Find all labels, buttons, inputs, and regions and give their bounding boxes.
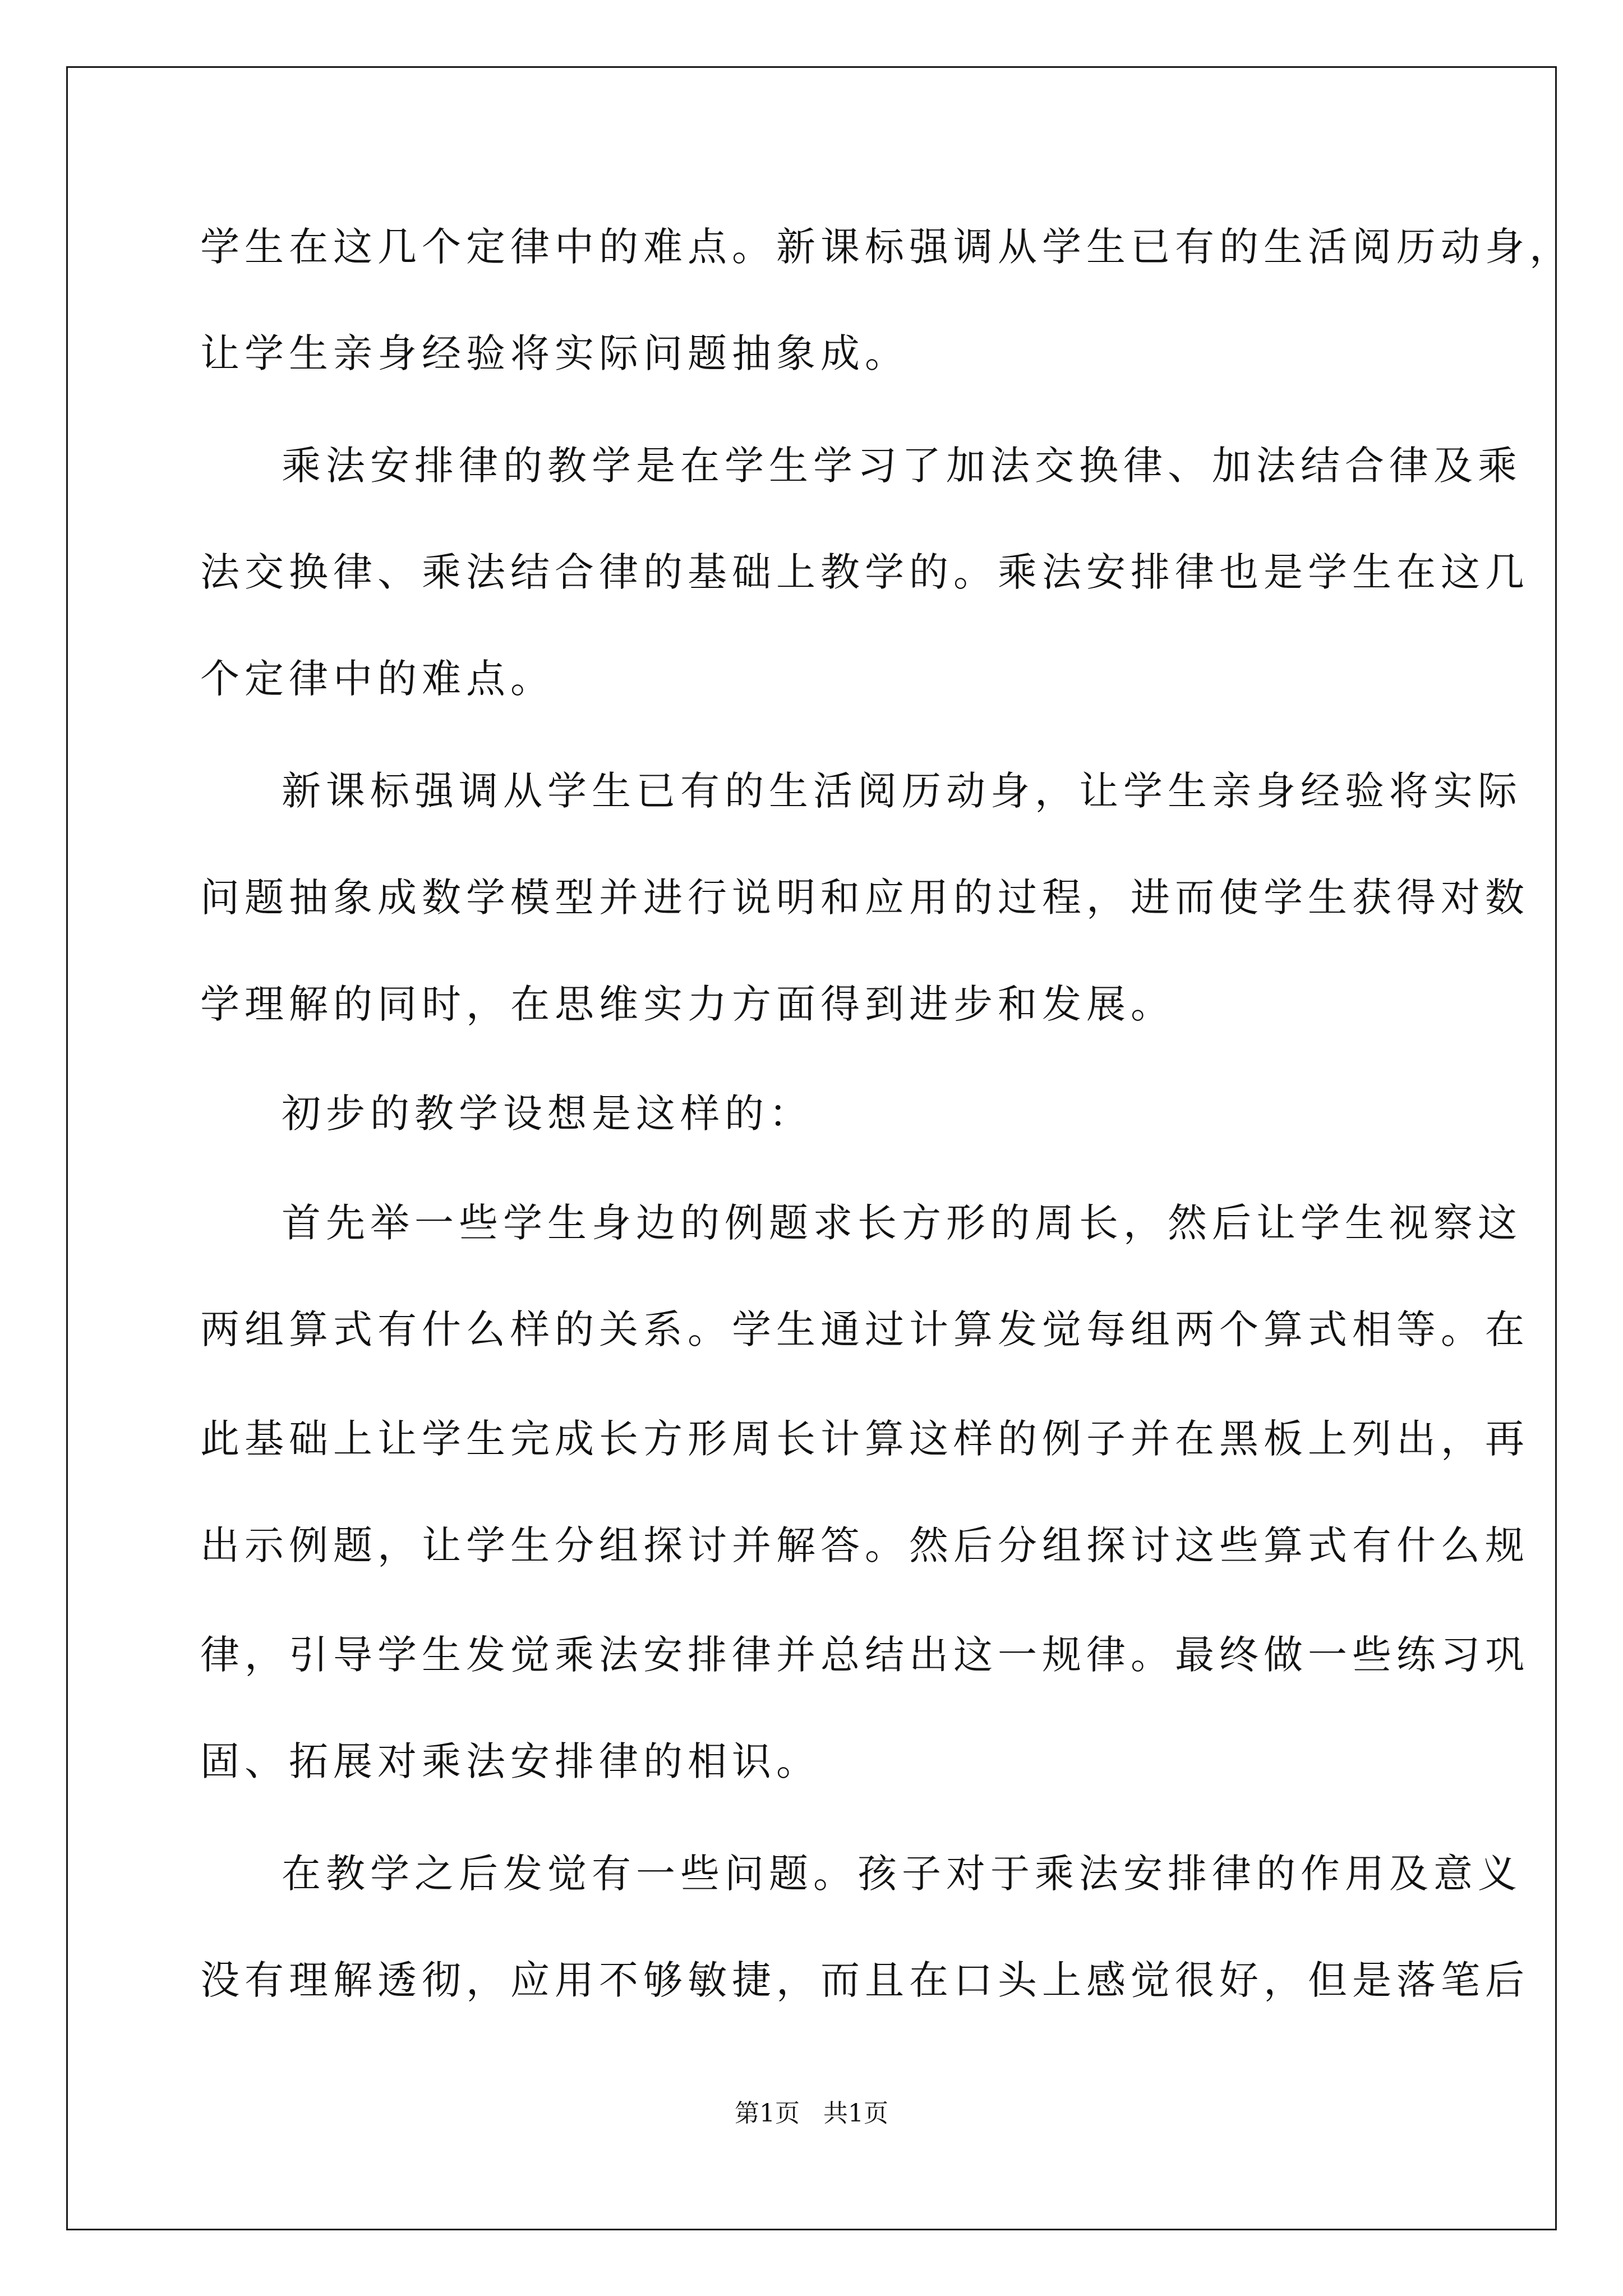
text-line: 此基础上让学生完成长方形周长计算这样的例子并在黑板上列出，再 xyxy=(200,1416,1529,1462)
text-line: 固、拓展对乘法安排律的相识。 xyxy=(200,1738,820,1784)
text-line: 问题抽象成数学模型并进行说明和应用的过程，进而使学生获得对数 xyxy=(200,875,1529,921)
text-line: 新课标强调从学生已有的生活阅历动身，让学生亲身经验将实际 xyxy=(282,768,1522,814)
page-number-footer: 第1页 共1页 xyxy=(735,2099,888,2128)
text-line: 让学生亲身经验将实际问题抽象成。 xyxy=(200,330,909,376)
text-line: 学理解的同时，在思维实力方面得到进步和发展。 xyxy=(200,981,1175,1027)
text-line: 首先举一些学生身边的例题求长方形的周长，然后让学生视察这 xyxy=(282,1200,1522,1246)
text-line: 乘法安排律的教学是在学生学习了加法交换律、加法结合律及乘 xyxy=(282,443,1522,489)
text-line: 出示例题，让学生分组探讨并解答。然后分组探讨这些算式有什么规 xyxy=(200,1522,1529,1568)
text-line: 法交换律、乘法结合律的基础上教学的。乘法安排律也是学生在这几 xyxy=(200,549,1529,595)
text-line: 没有理解透彻，应用不够敏捷，而且在口头上感觉很好，但是落笔后 xyxy=(200,1957,1529,2003)
text-line: 学生在这几个定律中的难点。新课标强调从学生已有的生活阅历动身， xyxy=(200,224,1574,270)
text-line: 个定律中的难点。 xyxy=(200,656,555,702)
page-border xyxy=(66,66,1557,2230)
text-line: 在教学之后发觉有一些问题。孩子对于乘法安排律的作用及意义 xyxy=(282,1851,1522,1897)
text-line: 两组算式有什么样的关系。学生通过计算发觉每组两个算式相等。在 xyxy=(200,1306,1529,1352)
text-line: 初步的教学设想是这样的： xyxy=(282,1091,813,1137)
text-line: 律，引导学生发觉乘法安排律并总结出这一规律。最终做一些练习巩 xyxy=(200,1632,1529,1678)
